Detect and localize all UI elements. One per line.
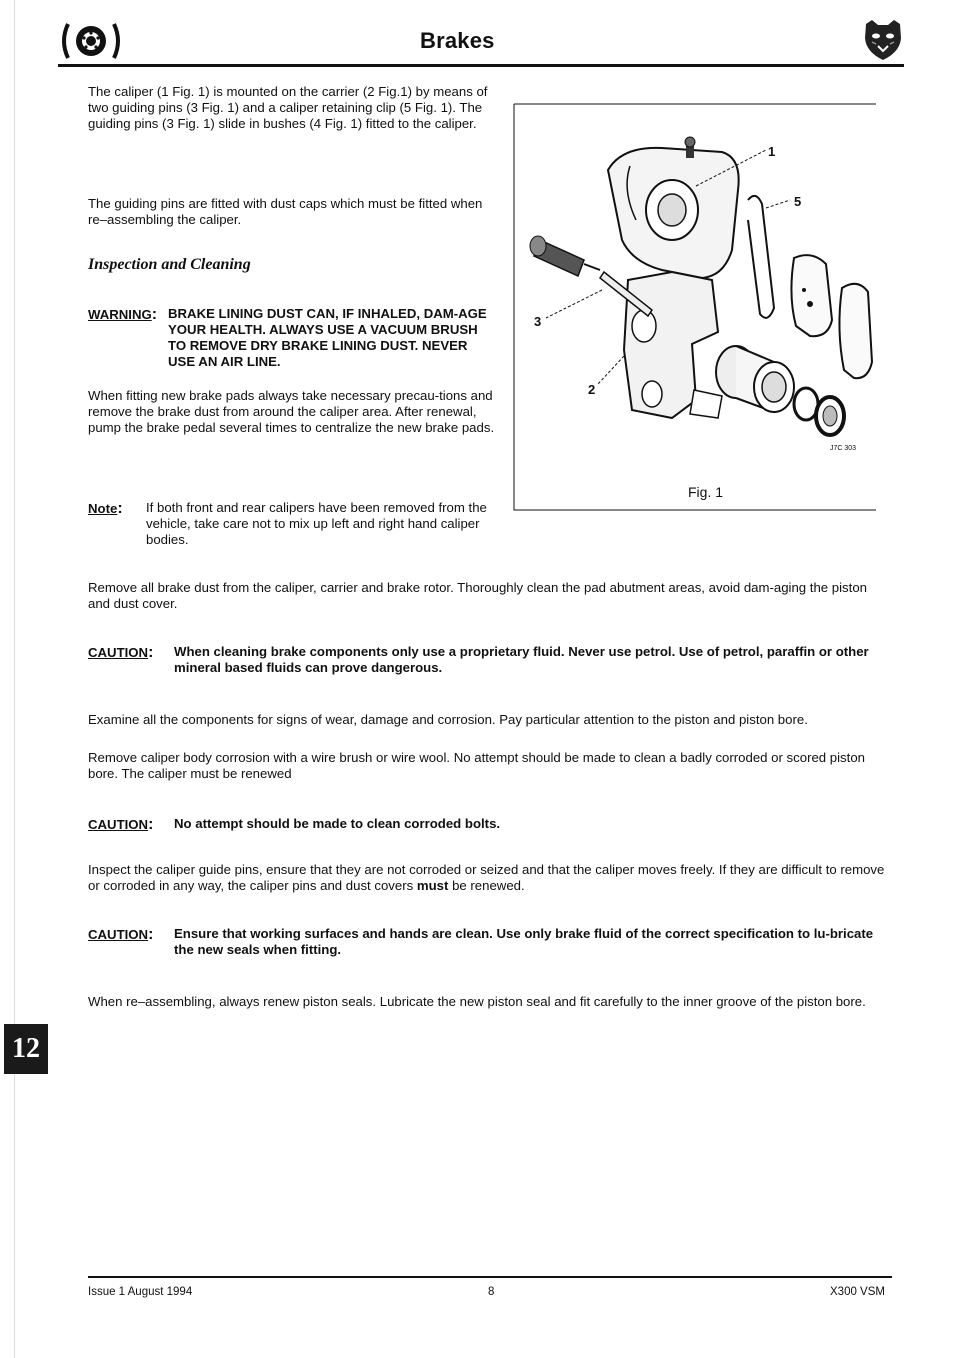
callout-5: 5 (794, 194, 802, 209)
caution-2-label: CAUTION: (88, 816, 154, 833)
figure-1 (512, 100, 876, 512)
caution-3-label: CAUTION: (88, 926, 154, 943)
section-tab: 12 (4, 1024, 48, 1074)
warning-text: BRAKE LINING DUST CAN, IF INHALED, DAM-AGE YOUR HEALTH. ALWAYS USE A VACUUM BRUSH TO REMOVE DRY BRAKE LINING DUST. NEVER USE AN AIR LINE. (168, 306, 487, 369)
examine-paragraph: Examine all the components for signs of wear, damage and corrosion. Pay particular attention to the piston and piston bore. (88, 712, 808, 727)
caution-2-text: No attempt should be made to clean corroded bolts. (174, 816, 501, 831)
callout-2: 2 (588, 382, 596, 397)
corrosion-paragraph: Remove caliper body corrosion with a wire brush or wire wool. No attempt should be made to clean a badly corroded or scored piston bore. The caliper must be renewed (88, 750, 865, 781)
callout-1: 1 (768, 144, 776, 159)
note-label: Note: (88, 500, 123, 517)
fitting-paragraph: When fitting new brake pads always take necessary precau-tions and remove the brake dust from around the caliper area. After renewal, pump the brake pedal several times to centralize the new brake pads. (88, 388, 495, 435)
footer-issue: Issue 1 August 1994 (88, 1286, 193, 1298)
scan-edge-line (14, 0, 15, 1358)
intro-paragraph-2: The guiding pins are fitted with dust caps which must be fitted when re–assembling the caliper. (88, 196, 483, 227)
jaguar-head-icon (862, 18, 904, 62)
caution-1-text: When cleaning brake components only use a proprietary fluid. Never use petrol. Use of petrol, paraffin or other mineral based fluids can prove dangerous. (174, 644, 869, 675)
caliper-exploded-diagram (512, 100, 876, 512)
reassemble-paragraph: When re–assembling, always renew piston seals. Lubricate the new piston seal and fit carefully to the inner groove of the piston bore. (88, 994, 866, 1009)
footer-page-number: 8 (488, 1286, 495, 1298)
inspect-paragraph: Inspect the caliper guide pins, ensure that they are not corroded or seized and that the caliper moves freely. If they are difficult to remove or corroded in any way, the caliper pins and dust covers must be renewed. (88, 862, 885, 893)
figure-caption: Fig. 1 (688, 484, 724, 500)
figure-ref-code: J7C 303 (830, 445, 857, 452)
page-title: Brakes (420, 28, 495, 53)
footer-rule (88, 1276, 892, 1278)
footer-manual-code: X300 VSM (830, 1286, 885, 1298)
remove-dust-paragraph: Remove all brake dust from the caliper, carrier and brake rotor. Thoroughly clean the pad abutment areas, avoid dam-aging the piston and dust cover. (88, 580, 867, 611)
header-rule (58, 64, 904, 67)
caution-3-text: Ensure that working surfaces and hands are clean. Use only brake fluid of the correct specification to lu-bricate the new seals when fitting. (174, 926, 874, 957)
brake-disc-icon (60, 20, 122, 62)
section-heading: Inspection and Cleaning (88, 256, 251, 273)
caution-1-label: CAUTION: (88, 644, 154, 661)
intro-paragraph-1: The caliper (1 Fig. 1) is mounted on the carrier (2 Fig.1) by means of two guiding pins (3 Fig. 1) and a caliper retaining clip (5 Fig. 1). The guiding pins (3 Fig. 1) slide in bushes (4 Fig. 1) fitted to the caliper. (88, 84, 488, 131)
callout-3: 3 (534, 314, 542, 329)
note-text: If both front and rear calipers have been removed from the vehicle, take care not to mix up left and right hand caliper bodies. (146, 500, 487, 547)
warning-label: WARNING: (88, 306, 158, 323)
